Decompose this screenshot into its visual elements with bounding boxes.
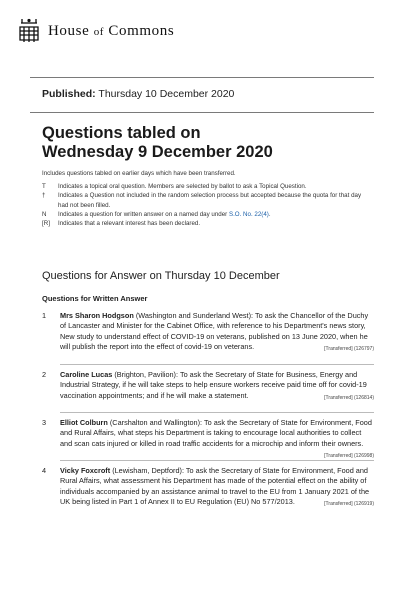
question-divider [60,412,374,413]
sub-heading: Questions for Written Answer [42,294,148,303]
question-divider [60,364,374,365]
symbol-key [42,182,372,228]
member-name: Mrs Sharon Hodgson [60,311,134,320]
key-row: T Indicates a topical oral question. Members are selected by ballot to ask a Topical Question. [42,183,307,190]
question-item: 2 Caroline Lucas (Brighton, Pavilion): To ask the Secretary of State for Business, Energy and Industrial Strategy, if he will take steps to help ensure workers receive paid time off for covid-19 vaccination appointments; and if he will make a statement. [Transferred] (126814) [42,370,374,403]
question-divider [60,460,374,461]
question-ref: [Transferred] (126919) [324,500,374,507]
question-ref: [Transferred] (126797) [324,345,374,352]
question-item: 3 Elliot Colburn (Carshalton and Wallington): To ask the Secretary of State for Environment, Food and Rural Affairs, what steps his Department is taking to encourage local authorities to collect and scan cats injured or killed in road traffic accidents for a microchip and inform their owners. [Transferred] (126998) [42,418,374,461]
middle-divider [30,112,374,113]
member-name: Elliot Colburn [60,418,108,427]
portcullis-icon [18,18,40,44]
published-date: Thursday 10 December 2020 [98,88,235,100]
member-name: Caroline Lucas [60,370,113,379]
house-name: House of Commons [48,22,175,39]
question-ref: [Transferred] (126998) [324,452,374,459]
page-title: Questions tabled on Wednesday 9 December 2020 [42,124,273,161]
question-item: 4 Vicky Foxcroft (Lewisham, Deptford): To ask the Secretary of State for Environment, Food and Rural Affairs, what assessment his Department has made of the potential effect on the ability of individuals accompanied by an assistance animal to travel to the EU from 1 January 2021 of the UK being listed in Part 1 of Annex II to EU Regulation (EU) No 577/2013. [Transferred] (126919) [42,466,374,509]
published-label: Published: [42,88,96,100]
key-row: † Indicates a Question not included in the random selection process but accepted because the quota for that day had not been filled. [42,192,362,209]
key-row: [R] Indicates that a relevant interest has been declared. [42,220,201,228]
published-line [42,88,234,100]
intro-text: Includes questions tabled on earlier days which have been transferred. [42,170,236,177]
house-of-commons-header [18,14,174,48]
standing-order-link[interactable]: S.O. No. 22(4) [228,210,269,218]
question-ref: [Transferred] (126814) [324,394,374,401]
question-item: 1 Mrs Sharon Hodgson (Washington and Sunderland West): To ask the Chancellor of the Duchy of Lancaster and Minister for the Cabinet Office, with reference to his Department's news story, New study to understand effect of COVID-19 on veterans, published on 13 June 2020, when he will publish the report into the effect of covid-19 on veterans. [Transferred] (126797) [42,311,374,354]
section-heading: Questions for Answer on Thursday 10 December [42,270,280,282]
member-name: Vicky Foxcroft [60,466,111,475]
key-row: N Indicates a question for written answer on a named day under S.O. No. 22(4). [42,210,271,218]
top-divider [30,77,374,78]
